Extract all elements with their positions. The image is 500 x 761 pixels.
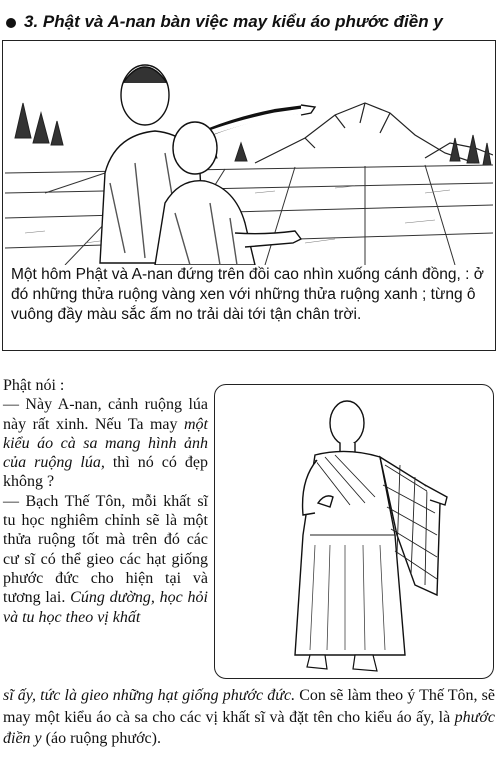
closing-italic-a: sĩ ấy, tức là gieo những hạt giống phước đức.	[3, 687, 296, 704]
ananda-speech	[3, 492, 208, 627]
title-text: 3. Phật và A-nan bàn việc may kiểu áo phước điền y	[24, 12, 443, 31]
monk-robe	[295, 451, 440, 655]
closing-italic-b: phước điền y	[3, 708, 495, 747]
intro-line: Phật nói :	[3, 377, 65, 394]
speech2-text: — Bạch Thế Tôn, mỗi khất sĩ tu học nghiêm chỉnh sẽ là một thửa ruộng tốt mà trên đó các cư sĩ có thể gieo các hạt giống phước đức cho hiện tại và tương lai.	[3, 492, 208, 607]
bullet-dot	[6, 18, 16, 28]
speech1-part-a: — Này A-nan, cảnh ruộng lúa này rất xinh. Nếu Ta may	[3, 396, 208, 433]
closing-paragraph	[3, 685, 495, 750]
closing-text-b: (áo ruộng phước).	[41, 730, 161, 747]
buddha-ananda-hill-illustration	[5, 43, 493, 265]
illustration-caption: Một hôm Phật và A-nan đứng trên đồi cao nhìn xuống cánh đồng, : ở đó những thửa ruộng vàng xen với những thửa ruộng xanh ; từng ô vuông đầy màu sắc ấm no trải dài tới tận chân trời.	[11, 266, 484, 323]
monk-head	[330, 401, 364, 453]
speech1-part-b: thì nó có đẹp không ?	[3, 454, 209, 491]
dialogue-text	[3, 376, 208, 627]
buddha-speech	[3, 395, 208, 491]
ananda-figure	[155, 122, 301, 265]
top-illustration-frame	[2, 40, 496, 351]
trees	[15, 103, 491, 165]
monk-robe-figure-box	[214, 384, 494, 679]
monk-feet	[307, 655, 377, 671]
speech1-italic: một kiểu áo cà sa mang hình ảnh của ruộng lúa,	[3, 415, 208, 472]
monk-robe-illustration	[215, 385, 494, 679]
speech2-italic: Cúng dường, học hỏi và tu học theo vị khất	[3, 589, 209, 626]
section-title	[6, 4, 496, 40]
closing-text-a: Con sẽ làm theo ý Thế Tôn, sẽ may một kiểu áo cà sa cho các vị khất sĩ và đặt tên cho kiểu áo ấy, là	[3, 687, 496, 726]
